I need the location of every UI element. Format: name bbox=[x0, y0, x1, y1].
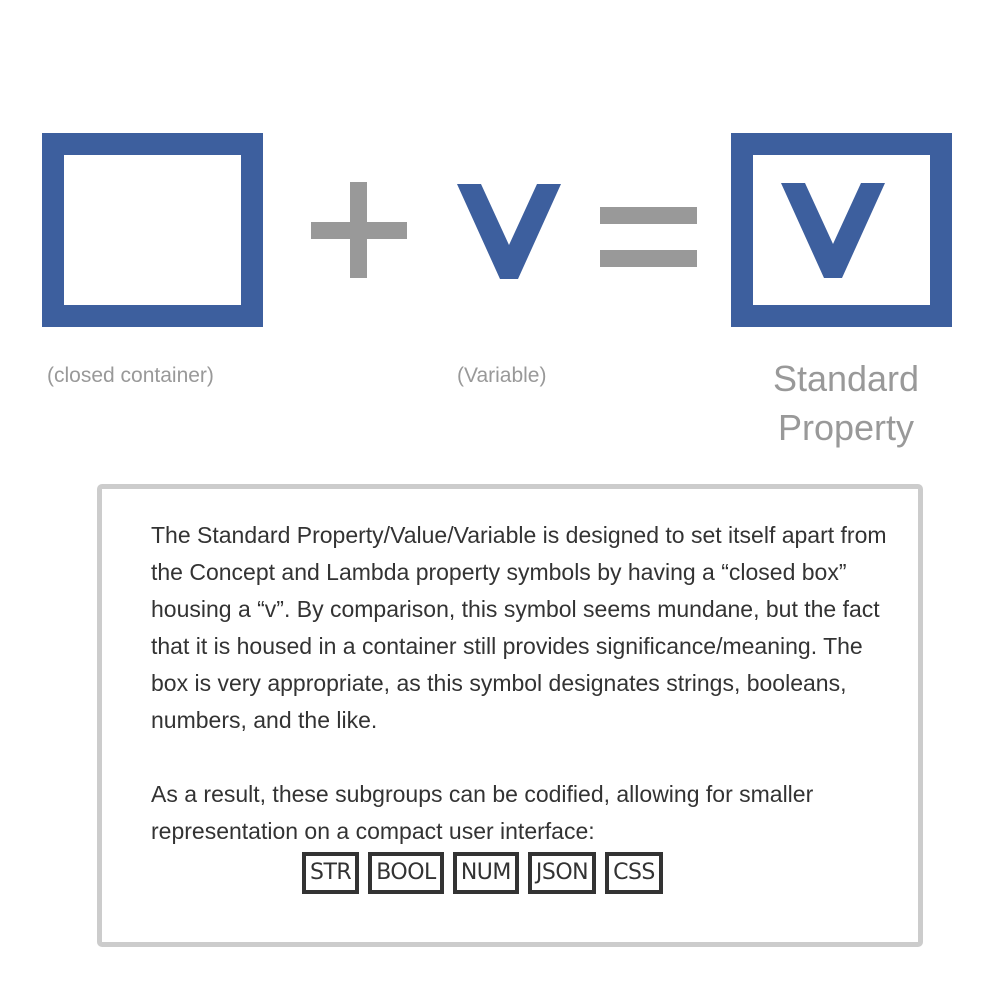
variable-v-icon bbox=[456, 183, 562, 279]
tag-json: JSON bbox=[528, 852, 596, 894]
type-tag-list bbox=[302, 852, 663, 894]
equals-bottom-bar bbox=[600, 250, 697, 267]
closed-container-caption: (closed container) bbox=[47, 364, 214, 387]
equals-top-bar bbox=[600, 207, 697, 224]
description-panel bbox=[97, 484, 923, 947]
tag-num: NUM bbox=[453, 852, 519, 894]
tag-str: STR bbox=[302, 852, 359, 894]
description-paragraph-1: The Standard Property/Value/Variable is designed to set itself apart from the Concept and Lambda property symbols by having a “closed box” housing a “v”. By comparison, this symbol seems mundane, but the fact that it is housed in a container still provides significance/meaning. The box is very appropriate, as this symbol designates strings, booleans, numbers, and the like. bbox=[151, 522, 887, 733]
standard-property-caption-line1: Standard bbox=[772, 358, 920, 399]
variable-caption: (Variable) bbox=[457, 364, 547, 387]
tag-bool: BOOL bbox=[368, 852, 444, 894]
plus-vertical-bar bbox=[350, 182, 367, 278]
standard-property-caption bbox=[736, 354, 956, 452]
standard-property-caption-line2: Property bbox=[777, 407, 915, 448]
closed-container-symbol bbox=[42, 133, 263, 327]
standard-property-v-icon bbox=[780, 182, 886, 278]
tag-css: CSS bbox=[605, 852, 663, 894]
description-paragraph-2: As a result, these subgroups can be codified, allowing for smaller representation on a compact user interface: bbox=[151, 781, 814, 844]
